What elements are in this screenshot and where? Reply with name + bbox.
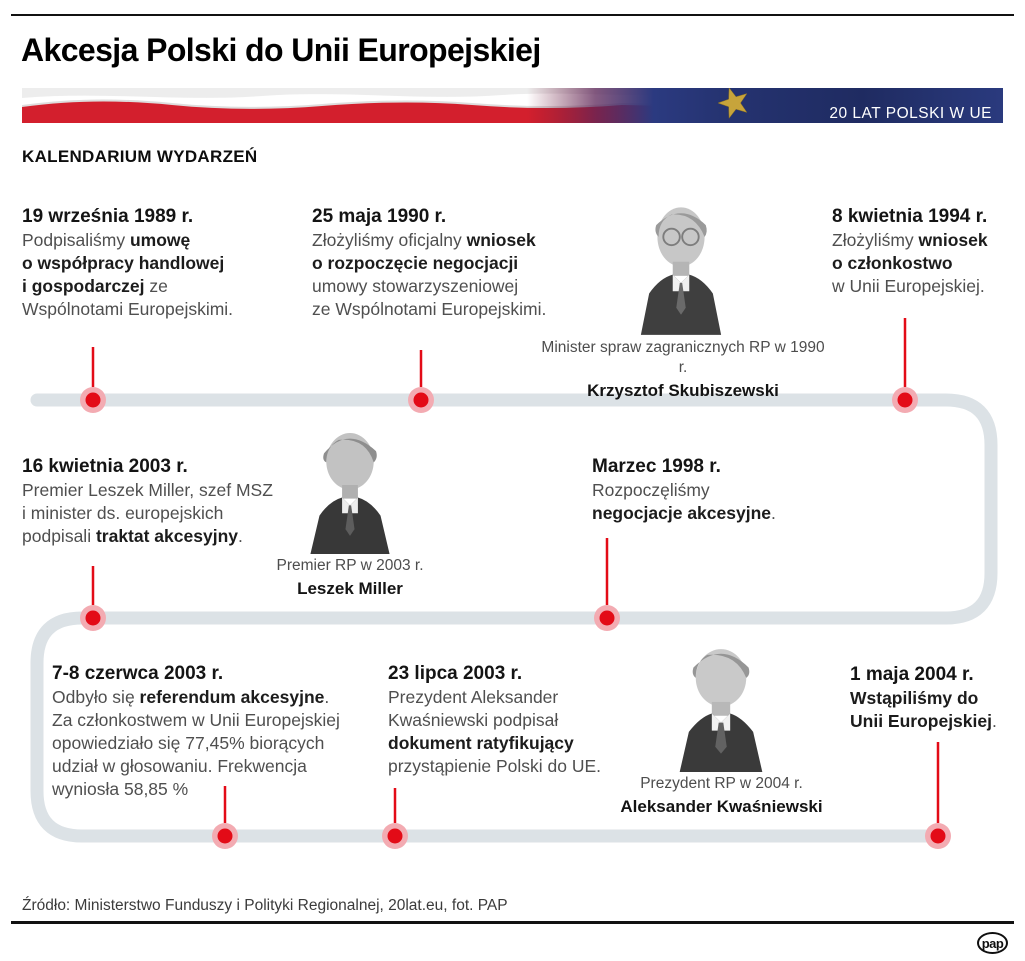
event-text-line: podpisali traktat akcesyjny. — [22, 526, 243, 546]
photo-aleksander-kwasniewski — [660, 640, 782, 772]
photo-role: Minister spraw zagranicznych RP w 1990 r. — [541, 339, 825, 376]
event-date: 25 maja 1990 r. — [312, 206, 447, 227]
event-2003-ratyfikacja — [388, 662, 601, 778]
event-text-line: Kwaśniewski podpisał — [388, 710, 559, 730]
event-text-line: Za członkostwem w Unii Europejskiej — [52, 710, 340, 730]
event-date: 1 maja 2004 r. — [850, 664, 974, 685]
event-text-line: Unii Europejskiej. — [850, 711, 997, 731]
timeline-dot — [212, 823, 238, 849]
photo-leszek-miller — [290, 424, 410, 554]
event-date: 8 kwietnia 1994 r. — [832, 206, 988, 227]
caption-skubiszewski — [540, 338, 826, 402]
event-text-line: wyniosła 58,85 % — [52, 779, 189, 799]
timeline-dot — [594, 605, 620, 631]
event-text-line: i gospodarczej ze — [22, 276, 168, 296]
timeline-dot — [892, 387, 918, 413]
event-1989-umowa — [22, 205, 233, 321]
event-2003-traktat — [22, 455, 273, 548]
event-text-line: Podpisaliśmy umowę — [22, 230, 191, 250]
photo-role: Prezydent RP w 2004 r. — [640, 775, 803, 792]
event-text-line: Wstąpiliśmy do — [850, 688, 979, 708]
event-date: 23 lipca 2003 r. — [388, 663, 523, 684]
timeline-dot — [382, 823, 408, 849]
event-text-line: udział w głosowaniu. Frekwencja — [52, 756, 307, 776]
photo-role: Premier RP w 2003 r. — [276, 557, 424, 574]
event-1998-negocjacje — [592, 455, 776, 525]
portrait-silhouette — [290, 424, 410, 554]
photo-name: Aleksander Kwaśniewski — [620, 797, 823, 816]
photo-krzysztof-skubiszewski — [622, 196, 740, 338]
event-text-line: o rozpoczęcie negocjacji — [312, 253, 519, 273]
event-text-line: umowy stowarzyszeniowej — [312, 276, 519, 296]
timeline-dot — [80, 605, 106, 631]
bottom-rule — [11, 921, 1014, 924]
event-text-line: negocjacje akcesyjne. — [592, 503, 776, 523]
event-1994-wniosek-czlonkostwo — [832, 205, 988, 298]
event-text-line: w Unii Europejskiej. — [832, 276, 985, 296]
portrait-silhouette — [622, 196, 740, 338]
photo-name: Krzysztof Skubiszewski — [587, 381, 779, 400]
section-heading: KALENDARIUM WYDARZEŃ — [22, 147, 258, 166]
page-title: Akcesja Polski do Unii Europejskiej — [21, 32, 541, 68]
timeline-dot — [408, 387, 434, 413]
event-text-line: Prezydent Aleksander — [388, 687, 559, 707]
caption-kwasniewski — [595, 774, 848, 818]
event-text-line: Wspólnotami Europejskimi. — [22, 299, 234, 319]
portrait-silhouette — [660, 640, 782, 772]
photo-name: Leszek Miller — [297, 579, 403, 598]
event-2004-wstapienie — [850, 663, 997, 733]
event-date: 19 września 1989 r. — [22, 206, 194, 227]
caption-miller — [240, 556, 460, 600]
event-text-line: Premier Leszek Miller, szef MSZ — [22, 480, 273, 500]
event-text-line: Złożyliśmy wniosek — [832, 230, 988, 250]
timeline-dot — [80, 387, 106, 413]
banner-badge: 20 LAT POLSKI W UE — [829, 105, 992, 122]
event-text-line: i minister ds. europejskich — [22, 503, 224, 523]
timeline-dot — [925, 823, 951, 849]
event-date: 16 kwietnia 2003 r. — [22, 456, 188, 477]
event-text-line: ze Wspólnotami Europejskimi. — [312, 299, 547, 319]
event-text-line: o współpracy handlowej — [22, 253, 225, 273]
event-1990-wniosek-negocjacje — [312, 205, 546, 321]
event-text-line: dokument ratyfikujący — [388, 733, 574, 753]
event-2003-referendum — [52, 662, 340, 801]
pap-logo: pap — [977, 932, 1008, 954]
source-line: Źródło: Ministerstwo Funduszy i Polityki Regionalnej, 20lat.eu, fot. PAP — [22, 897, 508, 914]
event-text-line: Złożyliśmy oficjalny wniosek — [312, 230, 536, 250]
event-text-line: o członkostwo — [832, 253, 953, 273]
event-date: Marzec 1998 r. — [592, 456, 721, 477]
event-date: 7-8 czerwca 2003 r. — [52, 663, 224, 684]
event-text-line: Odbyło się referendum akcesyjne. — [52, 687, 330, 707]
event-text-line: Rozpoczęliśmy — [592, 480, 710, 500]
event-text-line: opowiedziało się 77,45% biorących — [52, 733, 325, 753]
event-text-line: przystąpienie Polski do UE. — [388, 756, 602, 776]
